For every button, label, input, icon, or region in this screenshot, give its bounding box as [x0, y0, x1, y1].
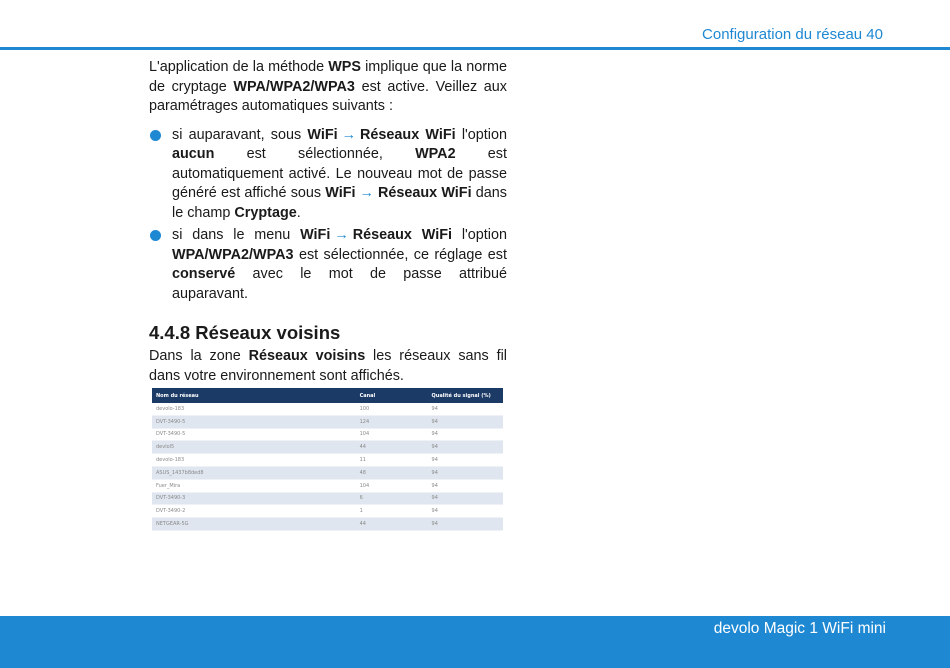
signal-cell: 94 [428, 403, 503, 415]
bullet-bold: Réseaux WiFi [360, 126, 456, 143]
table-row[interactable] [152, 415, 503, 428]
table-row[interactable] [152, 403, 503, 415]
bullet-bold: conservé [172, 266, 236, 282]
footer-product-name: devolo Magic 1 WiFi mini [713, 620, 886, 637]
network-name-cell: DVT-3490-3 [152, 492, 356, 505]
table-row[interactable] [152, 479, 503, 492]
bullet-bold: Réseaux WiFi [352, 227, 453, 243]
bullet-bold: WiFi [300, 227, 331, 243]
network-name-cell: Fuer_Mira [152, 479, 356, 492]
network-name-cell: devlol5 [152, 441, 356, 454]
bullet-bold: WPA/WPA2/WPA3 [172, 246, 294, 263]
channel-cell: 44 [356, 441, 428, 454]
channel-cell: 1 [356, 505, 428, 518]
channel-cell: 100 [356, 403, 428, 415]
signal-cell: 94 [428, 441, 503, 454]
table-row[interactable] [152, 505, 503, 518]
bullet-bold: WiFi [307, 126, 338, 143]
section-text-1: Dans la zone [149, 348, 249, 364]
table-row[interactable] [152, 454, 503, 467]
network-name-cell: devolo-183 [152, 403, 356, 415]
column-header-network-name[interactable]: Nom du réseau [152, 388, 356, 403]
page-header-title: Configuration du réseau 40 [702, 26, 883, 43]
bullet-text: est sélectionnée, ce réglage est [293, 246, 507, 263]
header-divider [0, 47, 950, 50]
column-header-channel[interactable]: Canal [356, 388, 428, 403]
bullet-text: si auparavant, sous [172, 126, 308, 143]
intro-text-1: L'application de la méthode [149, 59, 329, 75]
intro-text-2: implique que la norme de cryptage [149, 59, 507, 95]
table-row[interactable] [152, 492, 503, 505]
network-name-cell: ASUS_1437b8ded8 [152, 466, 356, 479]
network-name-cell: DVT-3490-5 [152, 415, 356, 428]
channel-cell: 11 [356, 454, 428, 467]
bullet-text: l'option [455, 126, 507, 143]
intro-bold-wps: WPS [328, 59, 361, 75]
bullet-list [149, 126, 507, 305]
intro-text-3: est active. Veillez aux paramétrages automatiques suivants : [149, 78, 507, 114]
channel-cell: 44 [356, 518, 428, 531]
signal-cell: 94 [428, 454, 503, 467]
table-header-row [152, 388, 503, 403]
arrow-right-icon: → [341, 126, 357, 143]
bullet-text: . [296, 204, 301, 221]
bullet-text: si dans le menu [172, 227, 301, 243]
section-bold: Réseaux voisins [248, 348, 366, 364]
bullet-bold: aucun [172, 146, 215, 162]
signal-cell: 94 [428, 428, 503, 441]
channel-cell: 104 [356, 428, 428, 441]
bullet-bold: Réseaux WiFi [377, 185, 472, 201]
bullet-bold: WPA2 [415, 146, 456, 162]
intro-paragraph [149, 58, 507, 117]
bullet-dot-icon [150, 230, 161, 241]
bullet-bold: Cryptage [234, 204, 297, 221]
footer-bar [0, 616, 950, 668]
bullet-text: dans le champ [172, 185, 507, 221]
table-body [152, 403, 503, 530]
signal-cell: 94 [428, 466, 503, 479]
signal-cell: 94 [428, 492, 503, 505]
network-name-cell: DVT-3490-2 [152, 505, 356, 518]
column-header-signal-quality[interactable]: Qualité du signal (%) [428, 388, 503, 403]
bullet-text: est automatiquement activé. Le nouveau mot de passe généré est affiché sous [172, 146, 507, 201]
bullet-bold: WiFi [325, 185, 356, 201]
signal-cell: 94 [428, 518, 503, 531]
bullet-item [149, 126, 507, 224]
networks-table-screenshot [152, 388, 503, 531]
bullet-text: est sélectionnée, [214, 146, 416, 162]
bullet-text: avec le mot de passe attribué auparavant. [172, 266, 507, 302]
channel-cell: 124 [356, 415, 428, 428]
channel-cell: 6 [356, 492, 428, 505]
table-row[interactable] [152, 428, 503, 441]
network-name-cell: NETGEAR-5G [152, 518, 356, 531]
network-name-cell: devolo-183 [152, 454, 356, 467]
networks-table [152, 388, 503, 531]
channel-cell: 48 [356, 466, 428, 479]
main-content [149, 58, 507, 386]
table-row[interactable] [152, 441, 503, 454]
section-text-2: les réseaux sans fil dans votre environnement sont affichés. [149, 348, 507, 384]
bullet-item [149, 226, 507, 304]
network-name-cell: DVT-3490-5 [152, 428, 356, 441]
section-paragraph [149, 347, 507, 386]
bullet-dot-icon [150, 130, 161, 141]
signal-cell: 94 [428, 415, 503, 428]
signal-cell: 94 [428, 479, 503, 492]
signal-cell: 94 [428, 505, 503, 518]
intro-bold-wpa: WPA/WPA2/WPA3 [233, 78, 355, 95]
table-row[interactable] [152, 466, 503, 479]
bullet-text: l'option [452, 227, 507, 243]
channel-cell: 104 [356, 479, 428, 492]
arrow-right-icon: → [359, 185, 374, 201]
table-row[interactable] [152, 518, 503, 531]
arrow-right-icon: → [334, 227, 349, 243]
section-heading: 4.4.8 Réseaux voisins [149, 322, 341, 343]
